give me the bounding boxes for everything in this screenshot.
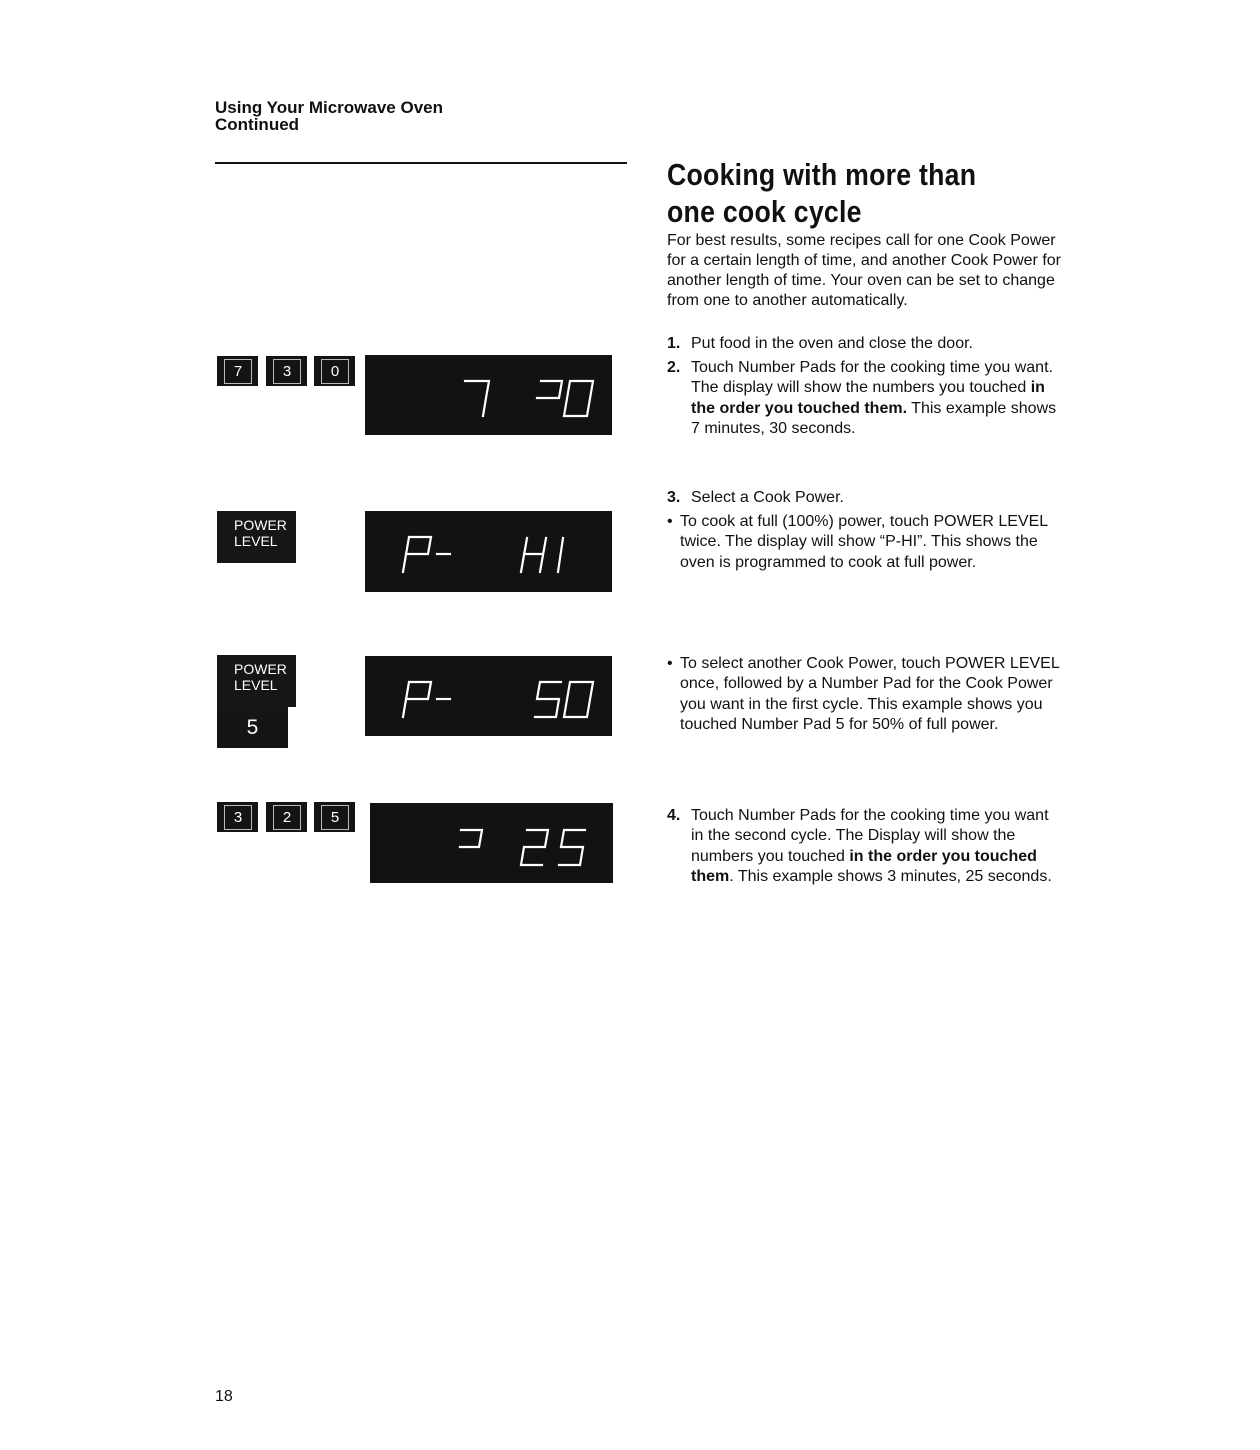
step-text: Select a Cook Power.	[691, 489, 844, 506]
step-4	[667, 806, 1062, 887]
lcd-display-325	[370, 803, 613, 883]
power-level-key[interactable]: POWER LEVEL	[217, 511, 296, 563]
step-text: Touch Number Pads for the cooking time you want. The display will show the numbers you touched in the order you touched them. This example shows 7 minutes, 30 seconds.	[691, 359, 1057, 437]
step-number: 3.	[667, 489, 681, 506]
bullet-mark: •	[667, 513, 673, 530]
page-heading: Cooking with more than one cook cycle	[667, 157, 977, 229]
number-pad-key[interactable]: 7	[217, 356, 258, 386]
step-number: 4.	[667, 807, 681, 824]
number-pad-key[interactable]: 3	[266, 356, 307, 386]
bullet-mark: •	[667, 655, 673, 672]
bullet-other-power	[667, 654, 1067, 735]
section-title: Using Your Microwave Oven	[215, 98, 443, 117]
power-level-key[interactable]: POWER LEVEL	[217, 655, 296, 707]
number-pad-key[interactable]: 0	[314, 356, 355, 386]
step-text: Touch Number Pads for the cooking time you want in the second cycle. The Display will show the numbers you touched in the order you touched them. This example shows 3 minutes, 25 seconds.	[691, 807, 1052, 885]
lcd-display-p50	[365, 656, 612, 736]
number-pad-key[interactable]: 3	[217, 802, 258, 832]
number-pad-key[interactable]: 5	[314, 802, 355, 832]
step-3	[667, 488, 1062, 508]
step-text: Put food in the oven and close the door.	[691, 335, 973, 352]
step-2	[667, 358, 1062, 439]
lcd-display-730	[365, 355, 612, 435]
divider-rule	[215, 162, 627, 164]
bullet-full-power	[667, 512, 1067, 573]
bullet-text: To cook at full (100%) power, touch POWER LEVEL twice. The display will show “P-HI”. This shows the oven is programmed to cook at full power.	[680, 513, 1048, 571]
bullet-text: To select another Cook Power, touch POWER LEVEL once, followed by a Number Pad for the Cook Power you want in the first cycle. This example shows you touched Number Pad 5 for 50% of full power.	[680, 655, 1060, 733]
page-number: 18	[215, 1388, 233, 1405]
section-subtitle: Continued	[215, 115, 300, 134]
lcd-display-phi	[365, 511, 612, 592]
step-number: 1.	[667, 335, 681, 352]
number-pad-five[interactable]: 5	[217, 707, 288, 748]
intro-paragraph: For best results, some recipes call for one Cook Power for a certain length of time, and another Cook Power for another length of time. Your oven can be set to change from one to another automatically.	[667, 232, 1061, 309]
number-pad-key[interactable]: 2	[266, 802, 307, 832]
step-number: 2.	[667, 359, 681, 376]
step-1	[667, 334, 1062, 354]
